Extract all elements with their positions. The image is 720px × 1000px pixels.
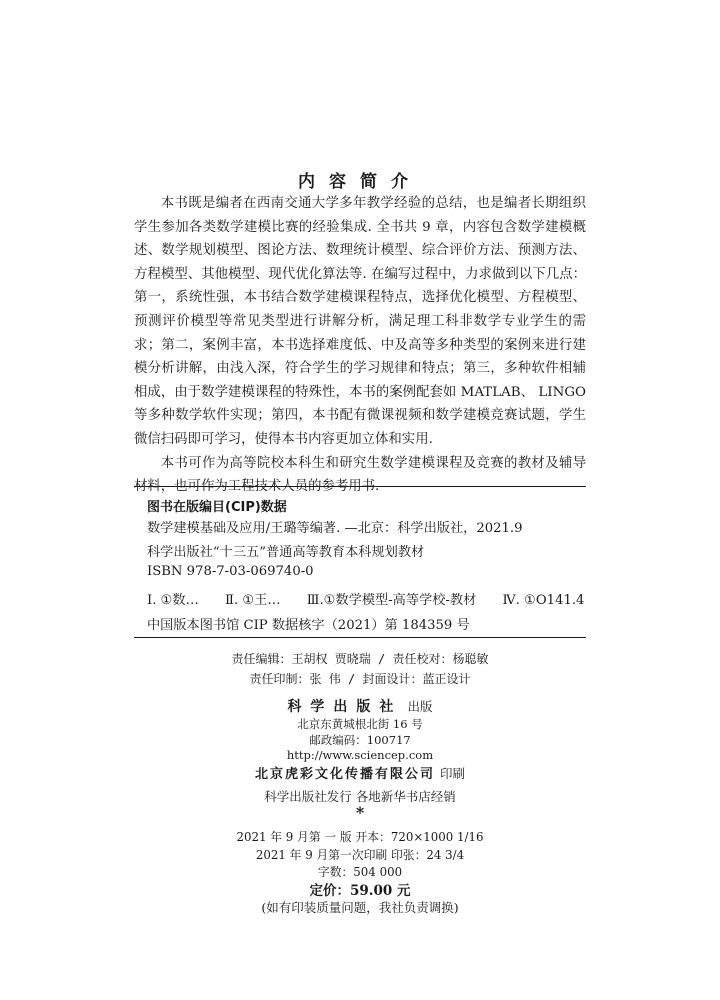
cip-class-2: Ⅱ. ①王… xyxy=(225,593,281,608)
publisher-line xyxy=(0,696,720,716)
printer-line xyxy=(0,763,720,782)
publisher-postcode: 邮政编码：100717 xyxy=(309,733,411,747)
printer-suffix: 印刷 xyxy=(440,766,466,781)
intro-paragraph-1: 本书既是编者在西南交通大学多年教学经验的总结，也是编者长期组织学生参加各类数学建模比赛的经验集成. 全书共 9 章，内容包含数学建模概述、数学规划模型、图论方法、数理统计模型、综合评价方法、预测方法、方程模型、其他模型、现代优化算法等. 在编写过程中，力求做到以下几点：第一，系统性强，本书结合数学建模课程特点，选择优化模型、方程模型、预测评价模型等常见类型进行讲解分析，满足理工科非数学专业学生的需求；第二，案例丰富，本书选择难度低、中及高等多种类型的案例来进行建模分析讲解，由浅入深，符合学生的学习规律和特点；第三，多种软件相辅相成，由于数学建模课程的特殊性，本书的案例配套如 MATLAB、 LINGO 等多种数学软件实现；第四，本书配有微课视频和数学建模竞赛试题，学生微信扫码即可学习，使得本书内容更加立体和实用. xyxy=(134,196,586,447)
intro-paragraph-2: 本书可作为高等院校本科生和研究生数学建模课程及竞赛的教材及辅导材料，也可作为工程技术人员的参考用书. xyxy=(134,455,586,495)
edition-line-2: 2021 年 9 月第一次印刷 印张：24 3/4 xyxy=(255,848,465,862)
word-count: 字数：504 000 xyxy=(317,865,403,879)
cip-series-line: 科学出版社“十三五”普通高等教育本科规划教材 xyxy=(147,545,425,560)
publisher-address: 北京东黄城根北街 16 号 xyxy=(297,717,423,731)
separator-star: * xyxy=(355,803,365,822)
edition-line-1: 2021 年 9 月第 一 版 开本：720×1000 1/16 xyxy=(236,830,484,844)
price-line xyxy=(0,879,720,899)
price-value: 59.00 元 xyxy=(350,883,411,899)
intro-title: 内容简介 xyxy=(298,172,422,192)
cip-class-3: Ⅲ.①数学模型-高等学校-教材 xyxy=(306,593,477,608)
publisher-url: http://www.sciencep.com xyxy=(286,748,434,762)
cip-top-rule xyxy=(134,486,586,487)
publisher-name: 科学出版社 xyxy=(287,699,403,715)
printer-name: 北京虎彩文化传播有限公司 xyxy=(254,767,435,782)
distribution-line: 科学出版社发行 各地新华书店经销 xyxy=(264,789,456,804)
intro-summary xyxy=(134,192,586,499)
credits-production: 责任印制：张 伟 / 封面设计：蓝正设计 xyxy=(249,672,471,686)
cip-record-number: 中国版本图书馆 CIP 数据核字（2021）第 184359 号 xyxy=(147,618,470,633)
cip-isbn: ISBN 978-7-03-069740-0 xyxy=(147,564,314,579)
cip-bottom-rule xyxy=(134,637,586,638)
price-label: 定价： xyxy=(309,883,350,899)
credits-editors: 责任编辑：王胡权 贾晓瑞 / 责任校对：杨聪敏 xyxy=(231,652,489,666)
cip-class-4: Ⅳ. ①O141.4 xyxy=(502,593,585,608)
quality-notice: (如有印装质量问题，我社负责调换) xyxy=(261,900,459,915)
cip-classification xyxy=(147,589,606,608)
cip-heading: 图书在版编目(CIP)数据 xyxy=(147,500,287,515)
publisher-suffix: 出版 xyxy=(407,699,433,714)
cip-bibliographic-line: 数学建模基础及应用/王璐等编著. —北京：科学出版社，2021.9 xyxy=(147,521,523,536)
cip-class-1: Ⅰ. ①数… xyxy=(147,593,199,608)
